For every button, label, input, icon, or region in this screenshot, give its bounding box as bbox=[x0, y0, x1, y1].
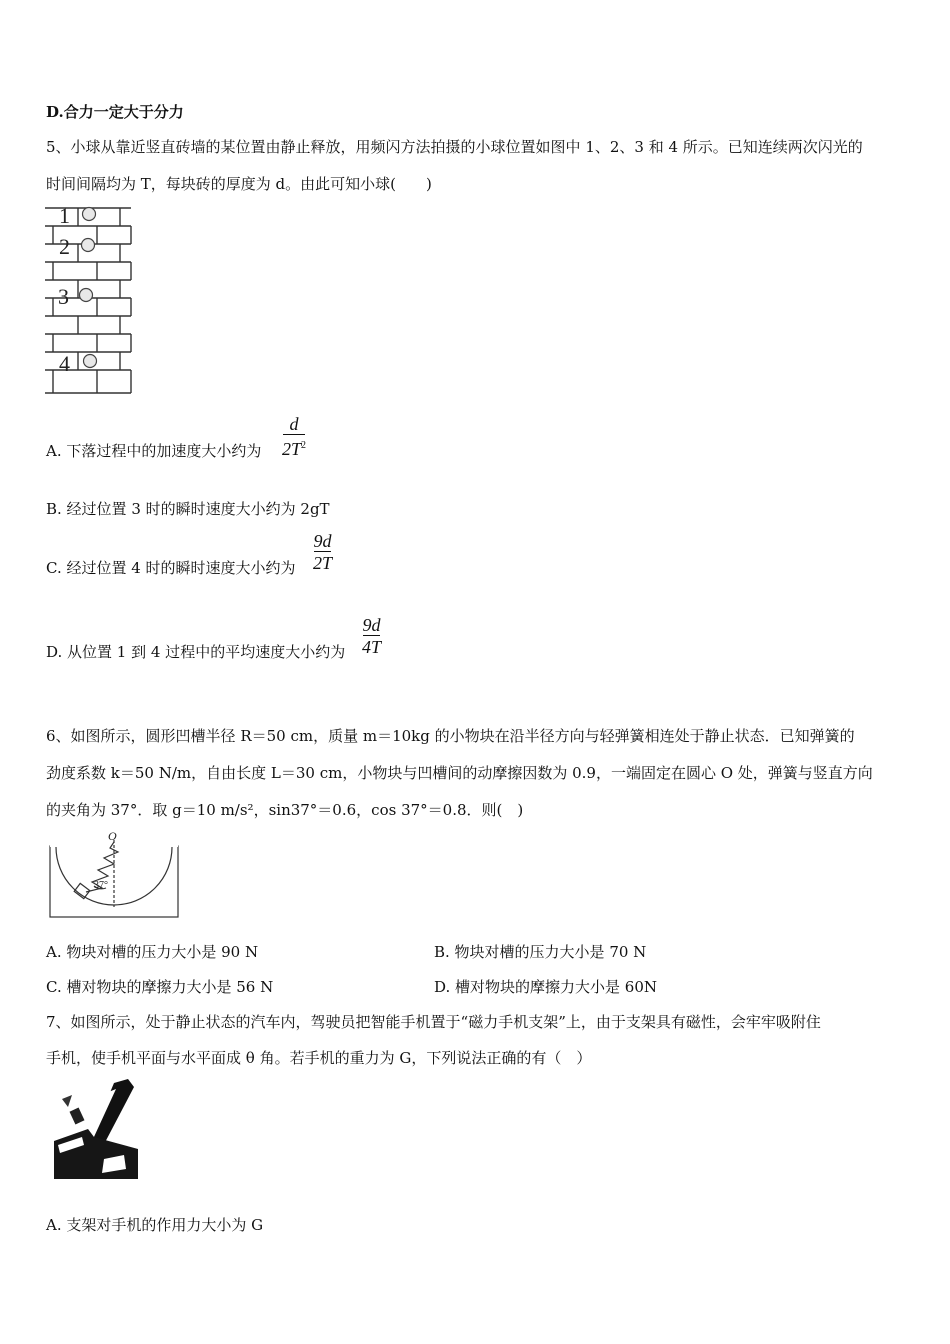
q5-c-denominator: 2T bbox=[313, 553, 333, 573]
q6-stem-line1: 6、如图所示，圆形凹槽半径 R＝50 cm，质量 m＝10kg 的小物块在沿半径方向与轻弹簧相连处于静止状态．已知弹簧的 bbox=[46, 727, 855, 745]
groove-spring-figure bbox=[48, 830, 188, 920]
ball-position-1 bbox=[83, 208, 96, 221]
q7-stem-line1: 7、如图所示，处于静止状态的汽车内，驾驶员把智能手机置于“磁力手机支架”上，由于支架具有磁性，会牢牢吸附住 bbox=[46, 1013, 821, 1031]
q5-option-d-fraction bbox=[362, 615, 381, 658]
q6-option-a: A. 物块对槽的压力大小是 90 N bbox=[46, 943, 259, 961]
q6-stem-line3: 的夹角为 37°．取 g＝10 m/s²，sin37°＝0.6，cos 37°＝0.8．则( ) bbox=[46, 801, 524, 819]
q5-option-c: C. 经过位置 4 时的瞬时速度大小约为 bbox=[46, 559, 296, 577]
q6-stem-line2: 劲度系数 k＝50 N/m，自由长度 L＝30 cm，小物块与凹槽间的动摩擦因数为 0.9，一端固定在圆心 O 处，弹簧与竖直方向 bbox=[46, 764, 873, 782]
ball-position-4 bbox=[84, 355, 97, 368]
q5-a-exponent: 2 bbox=[301, 440, 307, 451]
q5-a-numerator: d bbox=[289, 414, 299, 434]
angle-label: 37° bbox=[94, 880, 108, 891]
q5-option-a-fraction bbox=[282, 414, 306, 460]
q5-option-b: B. 经过位置 3 时的瞬时速度大小约为 2gT bbox=[46, 500, 330, 518]
q5-option-a: A. 下落过程中的加速度大小约为 bbox=[46, 442, 262, 460]
q6-option-d: D. 槽对物块的摩擦力大小是 60N bbox=[434, 978, 658, 996]
q5-d-numerator: 9d bbox=[362, 615, 381, 635]
q5-c-numerator: 9d bbox=[313, 531, 332, 551]
ball-position-2 bbox=[82, 239, 95, 252]
ball-position-3 bbox=[80, 289, 93, 302]
q5-stem-line2: 时间间隔均为 T，每块砖的厚度为 d。由此可知小球( ) bbox=[46, 175, 432, 193]
q5-d-denominator: 4T bbox=[362, 637, 382, 657]
q5-a-denominator: 2T bbox=[282, 439, 302, 459]
q7-stem-line2: 手机，使手机平面与水平面成 θ 角。若手机的重力为 G，下列说法正确的有（ ） bbox=[46, 1049, 592, 1067]
q5-stem-line1: 5、小球从靠近竖直砖墙的某位置由静止释放，用频闪方法拍摄的小球位置如图中 1、2、3 和 4 所示。已知连续两次闪光的 bbox=[46, 138, 863, 156]
q6-option-c: C. 槽对物块的摩擦力大小是 56 N bbox=[46, 978, 274, 996]
phone-holder-photo bbox=[54, 1079, 138, 1181]
ball-label-2: 2 bbox=[59, 234, 70, 259]
ball-label-1: 1 bbox=[59, 203, 70, 228]
q4-option-d: D.合力一定大于分力 bbox=[46, 103, 184, 121]
ball-label-3: 3 bbox=[58, 284, 69, 309]
ball-label-4: 4 bbox=[59, 351, 70, 376]
q5-option-d: D. 从位置 1 到 4 过程中的平均速度大小约为 bbox=[46, 643, 346, 661]
center-o-label: O bbox=[108, 829, 117, 843]
q6-option-b: B. 物块对槽的压力大小是 70 N bbox=[434, 943, 647, 961]
q7-option-a: A. 支架对手机的作用力大小为 G bbox=[46, 1216, 264, 1234]
brick-wall-figure bbox=[45, 205, 135, 395]
q5-option-c-fraction bbox=[313, 531, 332, 574]
